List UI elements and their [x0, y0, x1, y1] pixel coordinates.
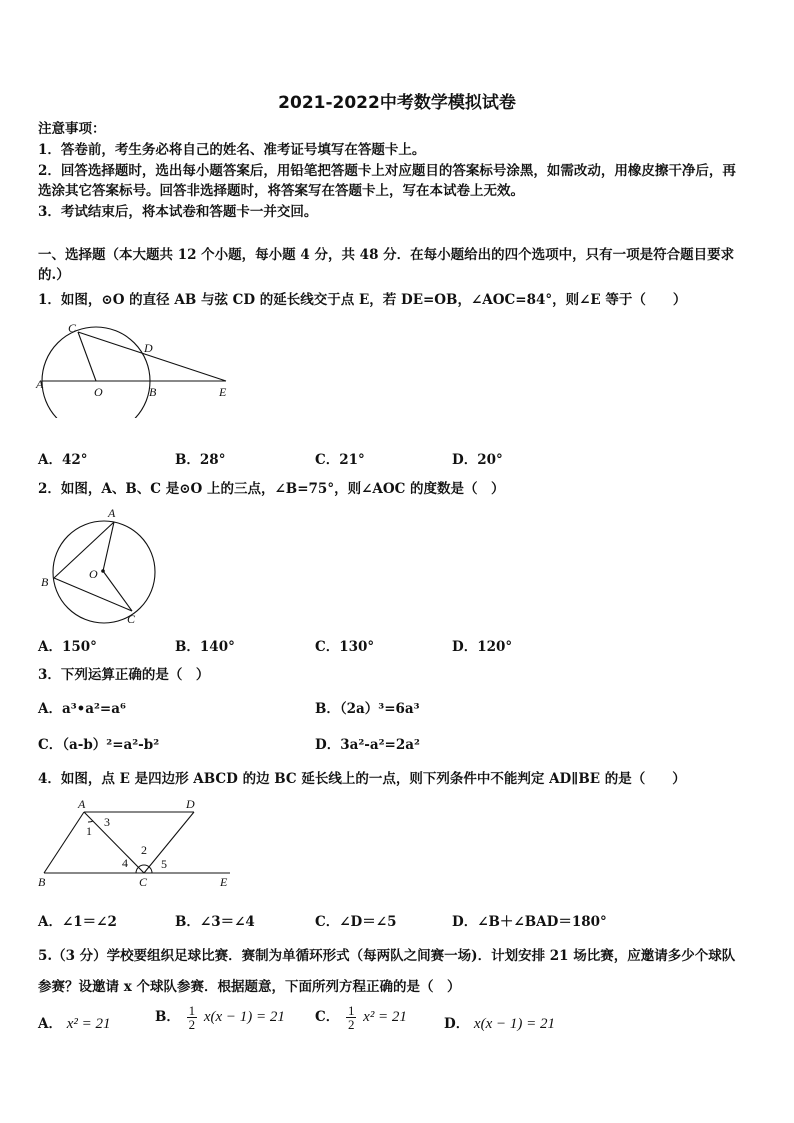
option-letter: C．	[315, 1009, 340, 1025]
question-2-option-b: B．140°	[175, 639, 235, 655]
question-5-option-a	[38, 1012, 110, 1033]
notice-item-2: 2．回答选择题时，选出每小题答案后，用铅笔把答题卡上对应题目的答案标号涂黑，如需改动，用橡皮擦干净后，再	[38, 163, 736, 179]
question-4-option-d: D．∠B＋∠BAD＝180°	[452, 914, 607, 930]
fraction	[187, 1004, 198, 1031]
question-1-stem: 1．如图，⊙O 的直径 AB 与弦 CD 的延长线交于点 E，若 DE=OB，∠AOC=84°，则∠E 等于（ ）	[38, 292, 687, 308]
option-letter: A．	[38, 1016, 62, 1032]
equation: x² = 21	[363, 1009, 407, 1025]
line-ab	[44, 812, 84, 873]
question-2-figure	[34, 505, 164, 627]
label-a: A	[36, 377, 44, 391]
section-heading: 一、选择题（本大题共 12 个小题，每小题 4 分，共 48 分．在每小题给出的四个选项中，只有一项是符合题目要求	[38, 247, 735, 263]
label-o: O	[89, 567, 98, 581]
question-4-stem: 4．如图，点 E 是四边形 ABCD 的边 BC 延长线上的一点，则下列条件中不能判定 AD∥BE 的是（ ）	[38, 771, 686, 787]
notice-item-1: 1．答卷前，考生务必将自己的姓名、准考证号填写在答题卡上。	[38, 142, 426, 158]
angle-arc-1	[88, 821, 93, 822]
angle-label-5: 5	[161, 857, 167, 871]
angle-label-1: 1	[86, 824, 92, 838]
center-dot	[101, 569, 105, 573]
question-5-option-c	[315, 1004, 407, 1031]
notice-item-2-cont: 选涂其它答案标号。回答非选择题时，将答案写在答题卡上，写在本试卷上无效。	[38, 183, 524, 199]
line-ab	[54, 522, 114, 578]
label-e: E	[219, 385, 227, 399]
equation: x(x − 1) = 21	[203, 1009, 285, 1025]
label-b: B	[38, 875, 46, 889]
question-3-option-a: A．a³•a²=a⁶	[38, 701, 126, 717]
notice-heading: 注意事项：	[38, 121, 106, 137]
question-3-option-c: C．（a-b）²=a²-b²	[38, 737, 160, 753]
question-4-option-c: C．∠D＝∠5	[315, 914, 397, 930]
label-b: B	[41, 575, 49, 589]
equation: x(x − 1) = 21	[473, 1016, 555, 1032]
question-4-option-a: A．∠1＝∠2	[38, 914, 117, 930]
label-a: A	[108, 506, 116, 520]
question-2-option-a: A．150°	[38, 639, 97, 655]
label-d: D	[186, 797, 195, 811]
line-ao	[103, 522, 114, 571]
question-3-stem: 3．下列运算正确的是（ ）	[38, 667, 210, 683]
question-5-option-b	[155, 1004, 285, 1031]
circle-o	[42, 327, 150, 418]
fraction-numerator: 1	[347, 1003, 355, 1018]
label-c: C	[139, 875, 148, 889]
question-3-option-b: B．（2a）³=6a³	[315, 701, 420, 717]
line-co	[78, 332, 96, 381]
equation: x² = 21	[66, 1016, 111, 1032]
section-heading-cont: 的.）	[38, 267, 70, 283]
label-d: D	[144, 341, 153, 355]
question-3-option-d: D．3a²-a²=2a²	[315, 737, 420, 753]
line-dc	[144, 812, 194, 873]
fraction-denominator: 2	[347, 1017, 355, 1032]
question-4-figure	[34, 795, 244, 895]
label-o: O	[94, 385, 103, 399]
question-1-option-c: C．21°	[315, 452, 365, 468]
line-ce	[78, 332, 226, 381]
angle-label-2: 2	[141, 843, 147, 857]
question-2-option-d: D．120°	[452, 639, 513, 655]
label-c: C	[127, 612, 136, 626]
question-2-option-c: C．130°	[315, 639, 375, 655]
question-1-option-a: A．42°	[38, 452, 88, 468]
option-letter: B．	[155, 1009, 180, 1025]
question-5-stem: 5.（3 分）学校要组织足球比赛．赛制为单循环形式（每两队之间赛一场)．计划安排 21 场比赛，应邀请多少个球队	[38, 948, 736, 964]
question-5-option-d	[444, 1012, 555, 1033]
question-1-figure	[34, 318, 244, 418]
label-a: A	[78, 797, 86, 811]
question-2-stem: 2．如图，A、B、C 是⊙O 上的三点，∠B=75°，则∠AOC 的度数是（ ）	[38, 481, 505, 497]
question-1-option-b: B．28°	[175, 452, 226, 468]
question-1-option-d: D．20°	[452, 452, 503, 468]
fraction-numerator: 1	[188, 1003, 196, 1018]
label-c: C	[68, 321, 77, 335]
notice-item-3: 3．考试结束后，将本试卷和答题卡一并交回。	[38, 204, 318, 220]
label-e: E	[220, 875, 228, 889]
fraction-denominator: 2	[188, 1017, 196, 1032]
page-title: 2021-2022中考数学模拟试卷	[278, 93, 516, 113]
label-b: B	[149, 385, 157, 399]
fraction	[346, 1004, 357, 1031]
question-5-stem-cont: 参赛？设邀请 x 个球队参赛．根据题意，下面所列方程正确的是（ ）	[38, 979, 461, 995]
angle-label-3: 3	[104, 815, 110, 829]
angle-label-4: 4	[122, 856, 128, 870]
option-letter: D．	[444, 1016, 470, 1032]
question-4-option-b: B．∠3＝∠4	[175, 914, 255, 930]
